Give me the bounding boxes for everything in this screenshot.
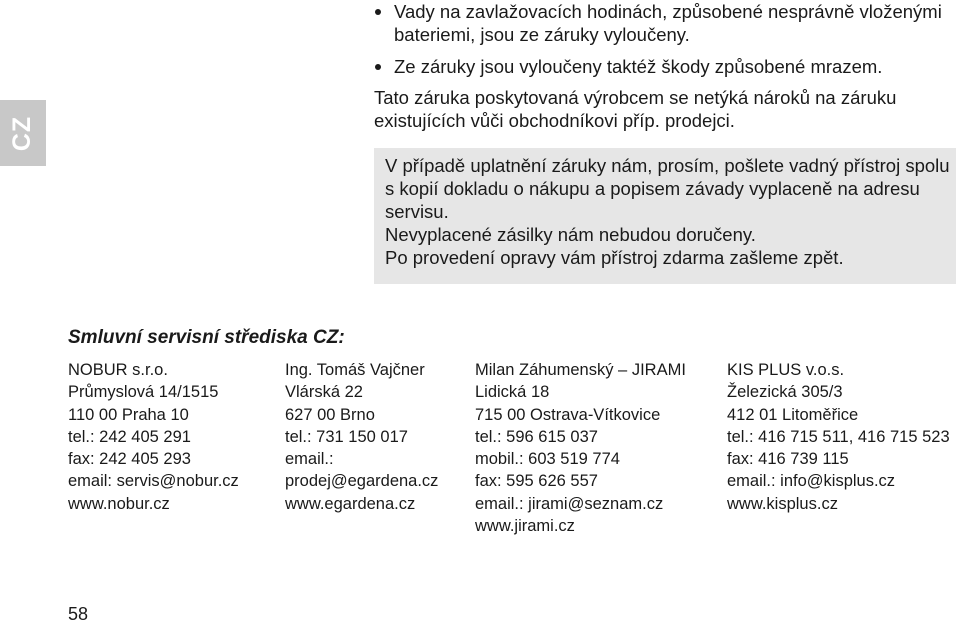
center-city: 627 00 Brno bbox=[285, 405, 375, 424]
note-line: V případě uplatnění záruky nám, prosím, pošlete vadný přístroj spolu s kopií dokladu o nákupu a popisem závady vyplaceně na adresu servisu. bbox=[385, 155, 950, 222]
center-city: 110 00 Praha 10 bbox=[68, 405, 189, 424]
warranty-exclusions-list bbox=[374, 0, 954, 87]
center-fax: fax: 595 626 557 bbox=[475, 472, 598, 491]
center-phone: tel.: 416 715 511, 416 715 523 bbox=[727, 427, 950, 446]
center-street: Lidická 18 bbox=[475, 383, 550, 402]
service-center-jirami bbox=[475, 359, 686, 537]
center-city: 412 01 Litoměřice bbox=[727, 405, 859, 424]
section-title: Smluvní servisní střediska CZ: bbox=[68, 327, 345, 348]
center-name: NOBUR s.r.o. bbox=[68, 361, 168, 379]
center-phone: tel.: 596 615 037 bbox=[475, 427, 598, 446]
center-name: Ing. Tomáš Vajčner bbox=[285, 361, 425, 379]
center-street: Průmyslová 14/1515 bbox=[68, 383, 219, 402]
center-email: email: servis@nobur.cz bbox=[68, 472, 239, 491]
center-phone: tel.: 242 405 291 bbox=[68, 427, 191, 446]
center-name: Milan Záhumenský – JIRAMI bbox=[475, 361, 686, 379]
center-email-label: email.: bbox=[285, 450, 334, 469]
center-email: email.: jirami@seznam.cz bbox=[475, 494, 664, 513]
service-center-kisplus bbox=[727, 359, 950, 515]
center-website: www.nobur.cz bbox=[68, 494, 170, 513]
center-email: prodej@egardena.cz bbox=[285, 472, 439, 491]
language-tab bbox=[0, 100, 46, 166]
warranty-disclaimer: Tato záruka poskytovaná výrobcem se netýká nároků na záruku existujících vůči obchodníkovi příp. prodejci. bbox=[374, 87, 897, 131]
center-website: www.jirami.cz bbox=[475, 517, 575, 536]
list-item: Ze záruky jsou vyloučeny taktéž škody způsobené mrazem. bbox=[374, 55, 954, 78]
center-street: Vlárská 22 bbox=[285, 383, 363, 402]
center-mobile: mobil.: 603 519 774 bbox=[475, 450, 620, 469]
center-name: KIS PLUS v.o.s. bbox=[727, 361, 845, 379]
center-street: Železická 305/3 bbox=[727, 383, 843, 402]
list-item: Vady na zavlažovacích hodinách, způsobené nesprávně vloženými bateriemi, jsou ze záruky vyloučeny. bbox=[374, 0, 954, 46]
center-email: email.: info@kisplus.cz bbox=[727, 472, 896, 491]
note-line: Nevyplacené zásilky nám nebudou doručeny. bbox=[385, 224, 756, 245]
service-center-nobur bbox=[68, 359, 239, 515]
center-phone: tel.: 731 150 017 bbox=[285, 427, 408, 446]
service-center-vajcner bbox=[285, 359, 438, 515]
page-number: 58 bbox=[68, 604, 89, 624]
center-fax: fax: 416 739 115 bbox=[727, 450, 849, 469]
center-fax: fax: 242 405 293 bbox=[68, 450, 191, 469]
language-tab-label: CZ bbox=[8, 115, 37, 151]
warranty-claim-note bbox=[374, 148, 956, 284]
center-website: www.kisplus.cz bbox=[727, 494, 838, 513]
note-line: Po provedení opravy vám přístroj zdarma zašleme zpět. bbox=[385, 247, 844, 268]
center-city: 715 00 Ostrava-Vítkovice bbox=[475, 405, 661, 424]
center-website: www.egardena.cz bbox=[285, 494, 416, 513]
